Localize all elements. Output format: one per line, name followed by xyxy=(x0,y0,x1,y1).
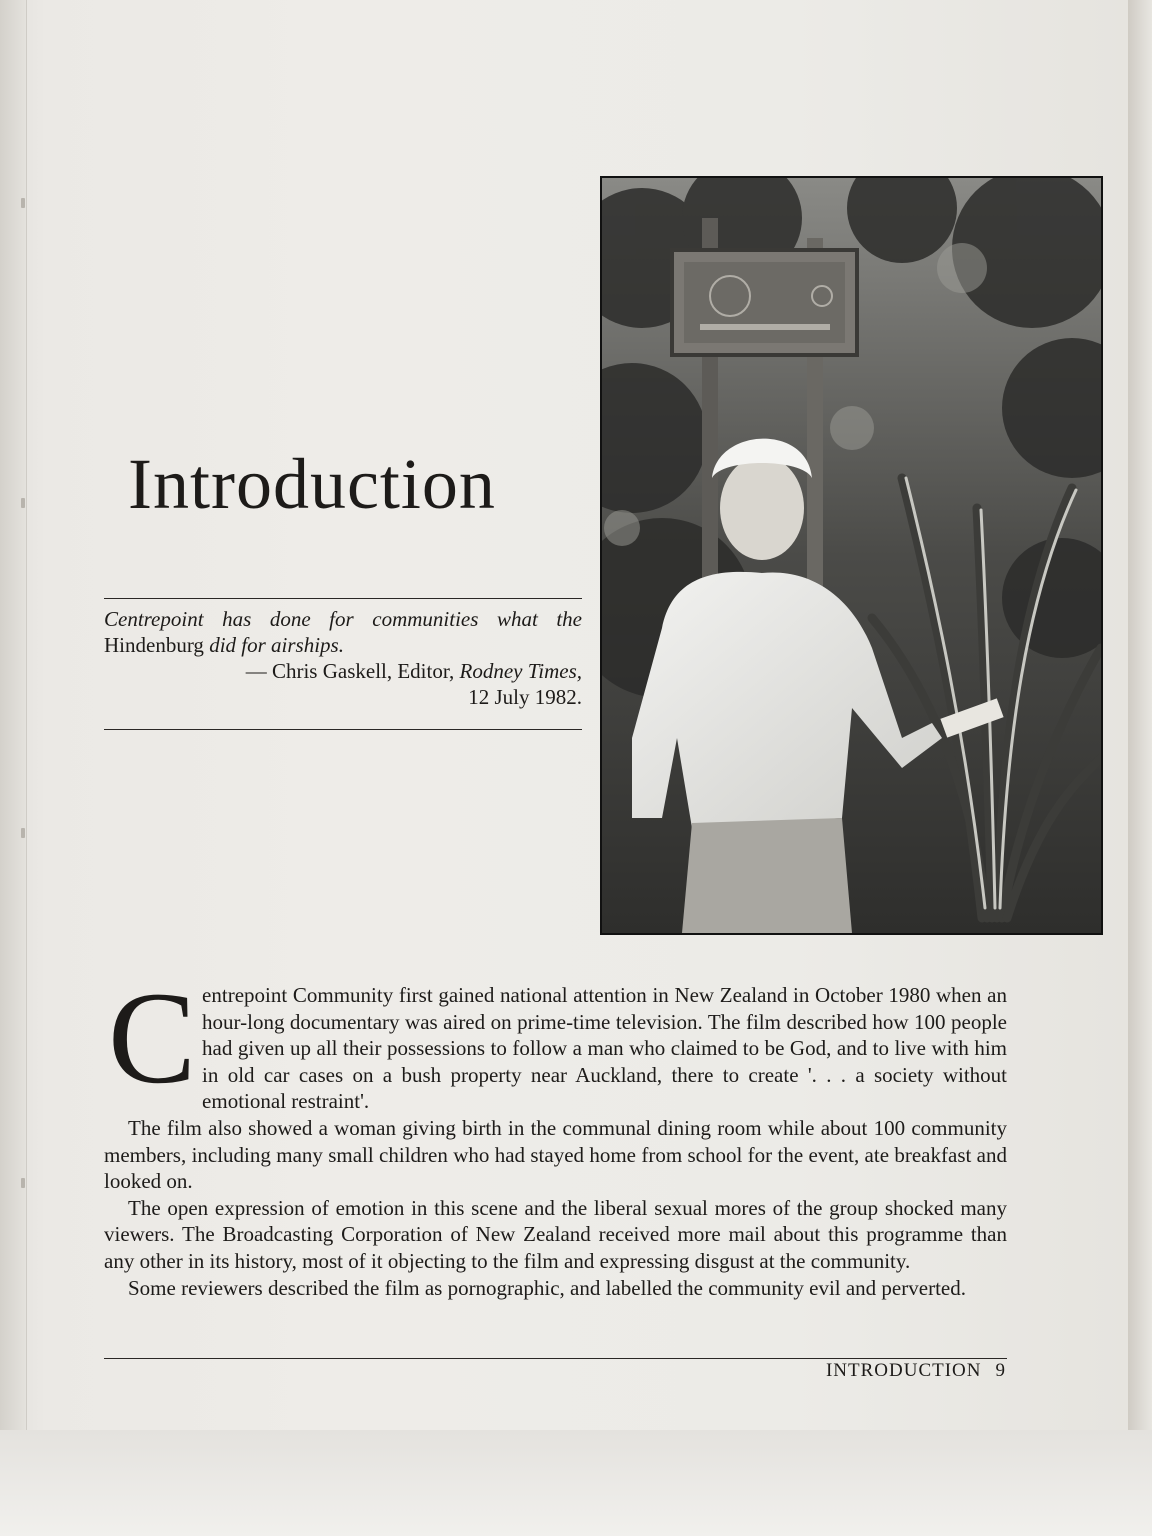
drop-cap: C xyxy=(108,964,197,1111)
paragraph xyxy=(104,964,1007,1115)
epigraph-quote-roman: Hindenburg xyxy=(104,633,204,657)
page-number: 9 xyxy=(995,1360,1005,1381)
running-head-label: INTRODUCTION xyxy=(825,1360,982,1381)
epigraph-bottom-rule xyxy=(104,729,582,730)
body-text xyxy=(104,964,1007,1301)
page-edge-right xyxy=(1128,0,1152,1536)
footer-rule xyxy=(104,1358,1007,1359)
page-edge-bottom xyxy=(0,1430,1152,1536)
photo-illustration xyxy=(602,178,1101,933)
chapter-title: Introduction xyxy=(128,444,496,524)
epigraph-quote-text: Centrepoint has done for communities what the xyxy=(104,607,582,631)
epigraph xyxy=(104,606,582,710)
binding-stitch xyxy=(21,1178,25,1188)
attribution-publication: Rodney Times, xyxy=(459,659,582,683)
epigraph-quote-text-end: did for airships. xyxy=(203,633,344,657)
binding-stitch xyxy=(21,198,25,208)
attribution-date: 12 July 1982. xyxy=(468,685,582,709)
epigraph-top-rule xyxy=(104,598,582,599)
binding-stitch xyxy=(21,498,25,508)
running-head xyxy=(760,1360,1005,1382)
epigraph-attribution xyxy=(104,658,582,684)
paragraph: Some reviewers described the film as pornographic, and labelled the community evil and perverted. xyxy=(128,1275,966,1300)
binding-stitch xyxy=(21,828,25,838)
paragraph: The film also showed a woman giving birth in the communal dining room while about 100 community members, including many small children who had stayed home from school for the event, ate breakfast and looked on. xyxy=(104,1115,1007,1194)
photograph xyxy=(600,176,1103,935)
paragraph: The open expression of emotion in this scene and the liberal sexual mores of the group shocked many viewers. The Broadcasting Corporation of New Zealand received more mail about this programme than any other in its history, most of it objecting to the film and expressing disgust at the community. xyxy=(104,1195,1007,1273)
epigraph-quote xyxy=(104,606,582,658)
attribution-author: — Chris Gaskell, Editor, xyxy=(245,659,460,683)
facing-page-edge xyxy=(0,0,27,1536)
paragraph-text: entrepoint Community first gained national attention in New Zealand in October 1980 when an hour-long documentary was aired on prime-time television. The film described how 100 people had given up all their possessions to follow a man who claimed to be God, and to live with him in old car cases on a bush property near Auckland, there to create '. . . a society without emotional restraint'. xyxy=(202,983,1007,1114)
